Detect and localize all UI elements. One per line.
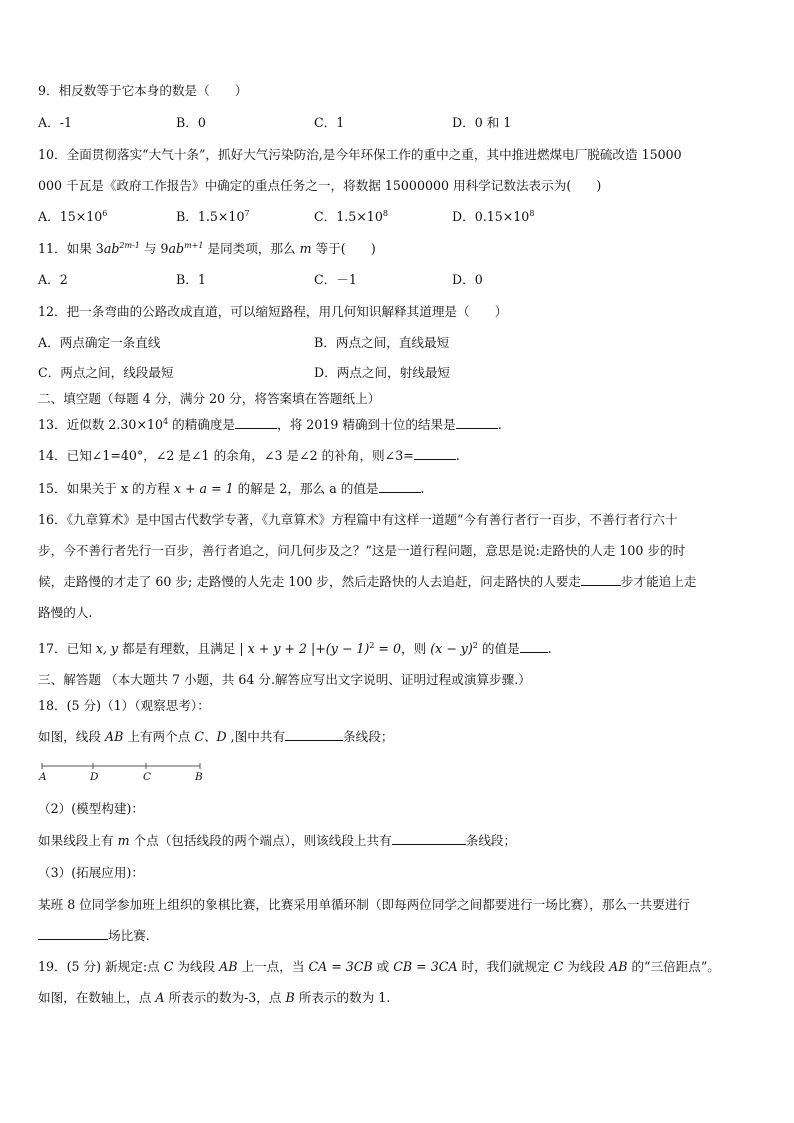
label-a: A [39,771,47,783]
q11-option-b: B．1 [176,272,206,287]
q11-stem: 11．如果 $3ab^{2m-1}$ 与 $9ab^{m+1}$ 是同类项，那么 m 等于( ) [38,241,376,256]
q19-line2: 如图，在数轴上，点 A 所表示的数为-3，点 B 所表示的数为 1. [38,990,391,1005]
q12-option-a: A．两点确定一条直线 [38,335,161,350]
q16-line1: 16．《九章算术》是中国古代数学专著，《九章算术》方程篇中有这样一道题“今有善行者行一百步，不善行者行六十 [38,512,678,527]
label-d: D [90,771,99,783]
q17-blank [520,640,548,653]
q16-line4: 路慢的人. [38,605,93,620]
q11-option-c: C．－1 [314,272,357,287]
q12-option-d: D．两点之间，射线最短 [314,365,451,380]
q16-line3: 候，走路慢的才走了 60 步; 走路慢的人先走 100 步，然后走路快的人去追赶，问走路快的人要走 步才能追上走 [38,574,697,589]
q10-stem-line2: 000 千瓦是《政府工作报告》中确定的重点任务之一，将数据 15000000 用科学记数法表示为( ) [38,178,602,193]
q12-stem: 12．把一条弯曲的公路改成直道，可以缩短路程，用几何知识解释其道理是（ ） [38,304,508,319]
q10-option-a: A．$15\times 10^6$ [38,209,108,224]
q9-option-d: D．0 和 1 [452,115,512,130]
q19-stem: 19．(5 分) 新规定:点 C 为线段 AB 上一点，当 CA = 3CB 或 CB = 3CA 时，我们就规定 C 为线段 AB 的“三倍距点”。 [38,959,720,974]
q12-option-c: C．两点之间，线段最短 [38,365,174,380]
q18-part3-line2: 场比赛. [38,927,150,945]
q11-option-a: A．2 [38,272,68,287]
q15-stem: 15．如果关于 x 的方程 x + a = 1 的解是 2，那么 a 的值是 . [38,481,425,496]
q13-blank-1 [235,416,277,429]
q9-stem: 9．相反数等于它本身的数是（ ） [38,83,248,98]
q9-option-b: B．0 [176,115,206,130]
q18-blank-1 [285,728,343,741]
segment-figure [38,762,208,788]
q18-blank-3 [38,927,108,940]
q10-option-c: C．$1.5\times 10^8$ [314,209,388,224]
section-solutions-heading: 三、解答题 （本大题共 7 小题，共 64 分.解答应写出文字说明、证明过程或演算步骤.） [38,672,531,687]
segment-line [38,762,208,772]
q9-option-a: A．-1 [38,115,72,130]
q17-stem: 17．已知 x, y 都是有理数，且满足 | x + y + 2 $|+(y - 1)^2 = 0$，则 $(x - y)^2$ 的值是 . [38,641,552,656]
q18-part3-heading: （3）(拓展应用)： [38,865,144,880]
label-c: C [143,771,152,783]
q9-option-c: C．1 [314,115,345,130]
q18-part1: 如图，线段 AB 上有两个点 C、D ,图中共有 条线段； [38,729,394,744]
q11-option-d: D．0 [452,272,483,287]
q18-part2: 如果线段上有 m 个点（包括线段的两个端点），则该线段上共有 条线段； [38,833,517,848]
q18-part2-heading: （2）(模型构建)： [38,801,144,816]
label-b: B [195,771,203,783]
q10-stem-line1: 10．全面贯彻落实“大气十条”，抓好大气污染防治,是今年环保工作的重中之重，其中推进燃煤电厂脱硫改造 15000 [38,147,682,162]
q16-blank [581,573,621,586]
q12-option-b: B．两点之间，直线最短 [314,335,450,350]
q18-blank-2 [392,832,466,845]
q18-heading: 18．(5 分)（1）（观察思考）： [38,698,210,713]
q10-option-b: B．$1.5\times 10^7$ [176,209,250,224]
q14-stem: 14．已知∠1=40°，∠2 是∠1 的余角，∠3 是∠2 的补角，则∠3= . [38,448,460,463]
q15-blank [379,480,421,493]
q13-blank-2 [456,416,498,429]
q10-option-d: D．$0.15\times 10^8$ [452,209,535,224]
q14-blank [414,447,456,460]
q13-stem: 13．近似数 $2.30\times 10^4$ 的精确度是 ，将 2019 精确到十位的结果是 . [38,417,502,432]
section-fill-in-heading: 二、填空题（每题 4 分，满分 20 分，将答案填在答题纸上） [38,391,381,406]
q16-line2: 步，今不善行者先行一百步，善行者追之，问几何步及之？”这是一道行程问题，意思是说:走路快的人走 100 步的时 [38,543,686,558]
q18-part3-line1: 某班 8 位同学参加班上组织的象棋比赛，比赛采用单循环制（即每两位同学之间都要进行一场比赛），那么一共要进行 [38,897,691,912]
